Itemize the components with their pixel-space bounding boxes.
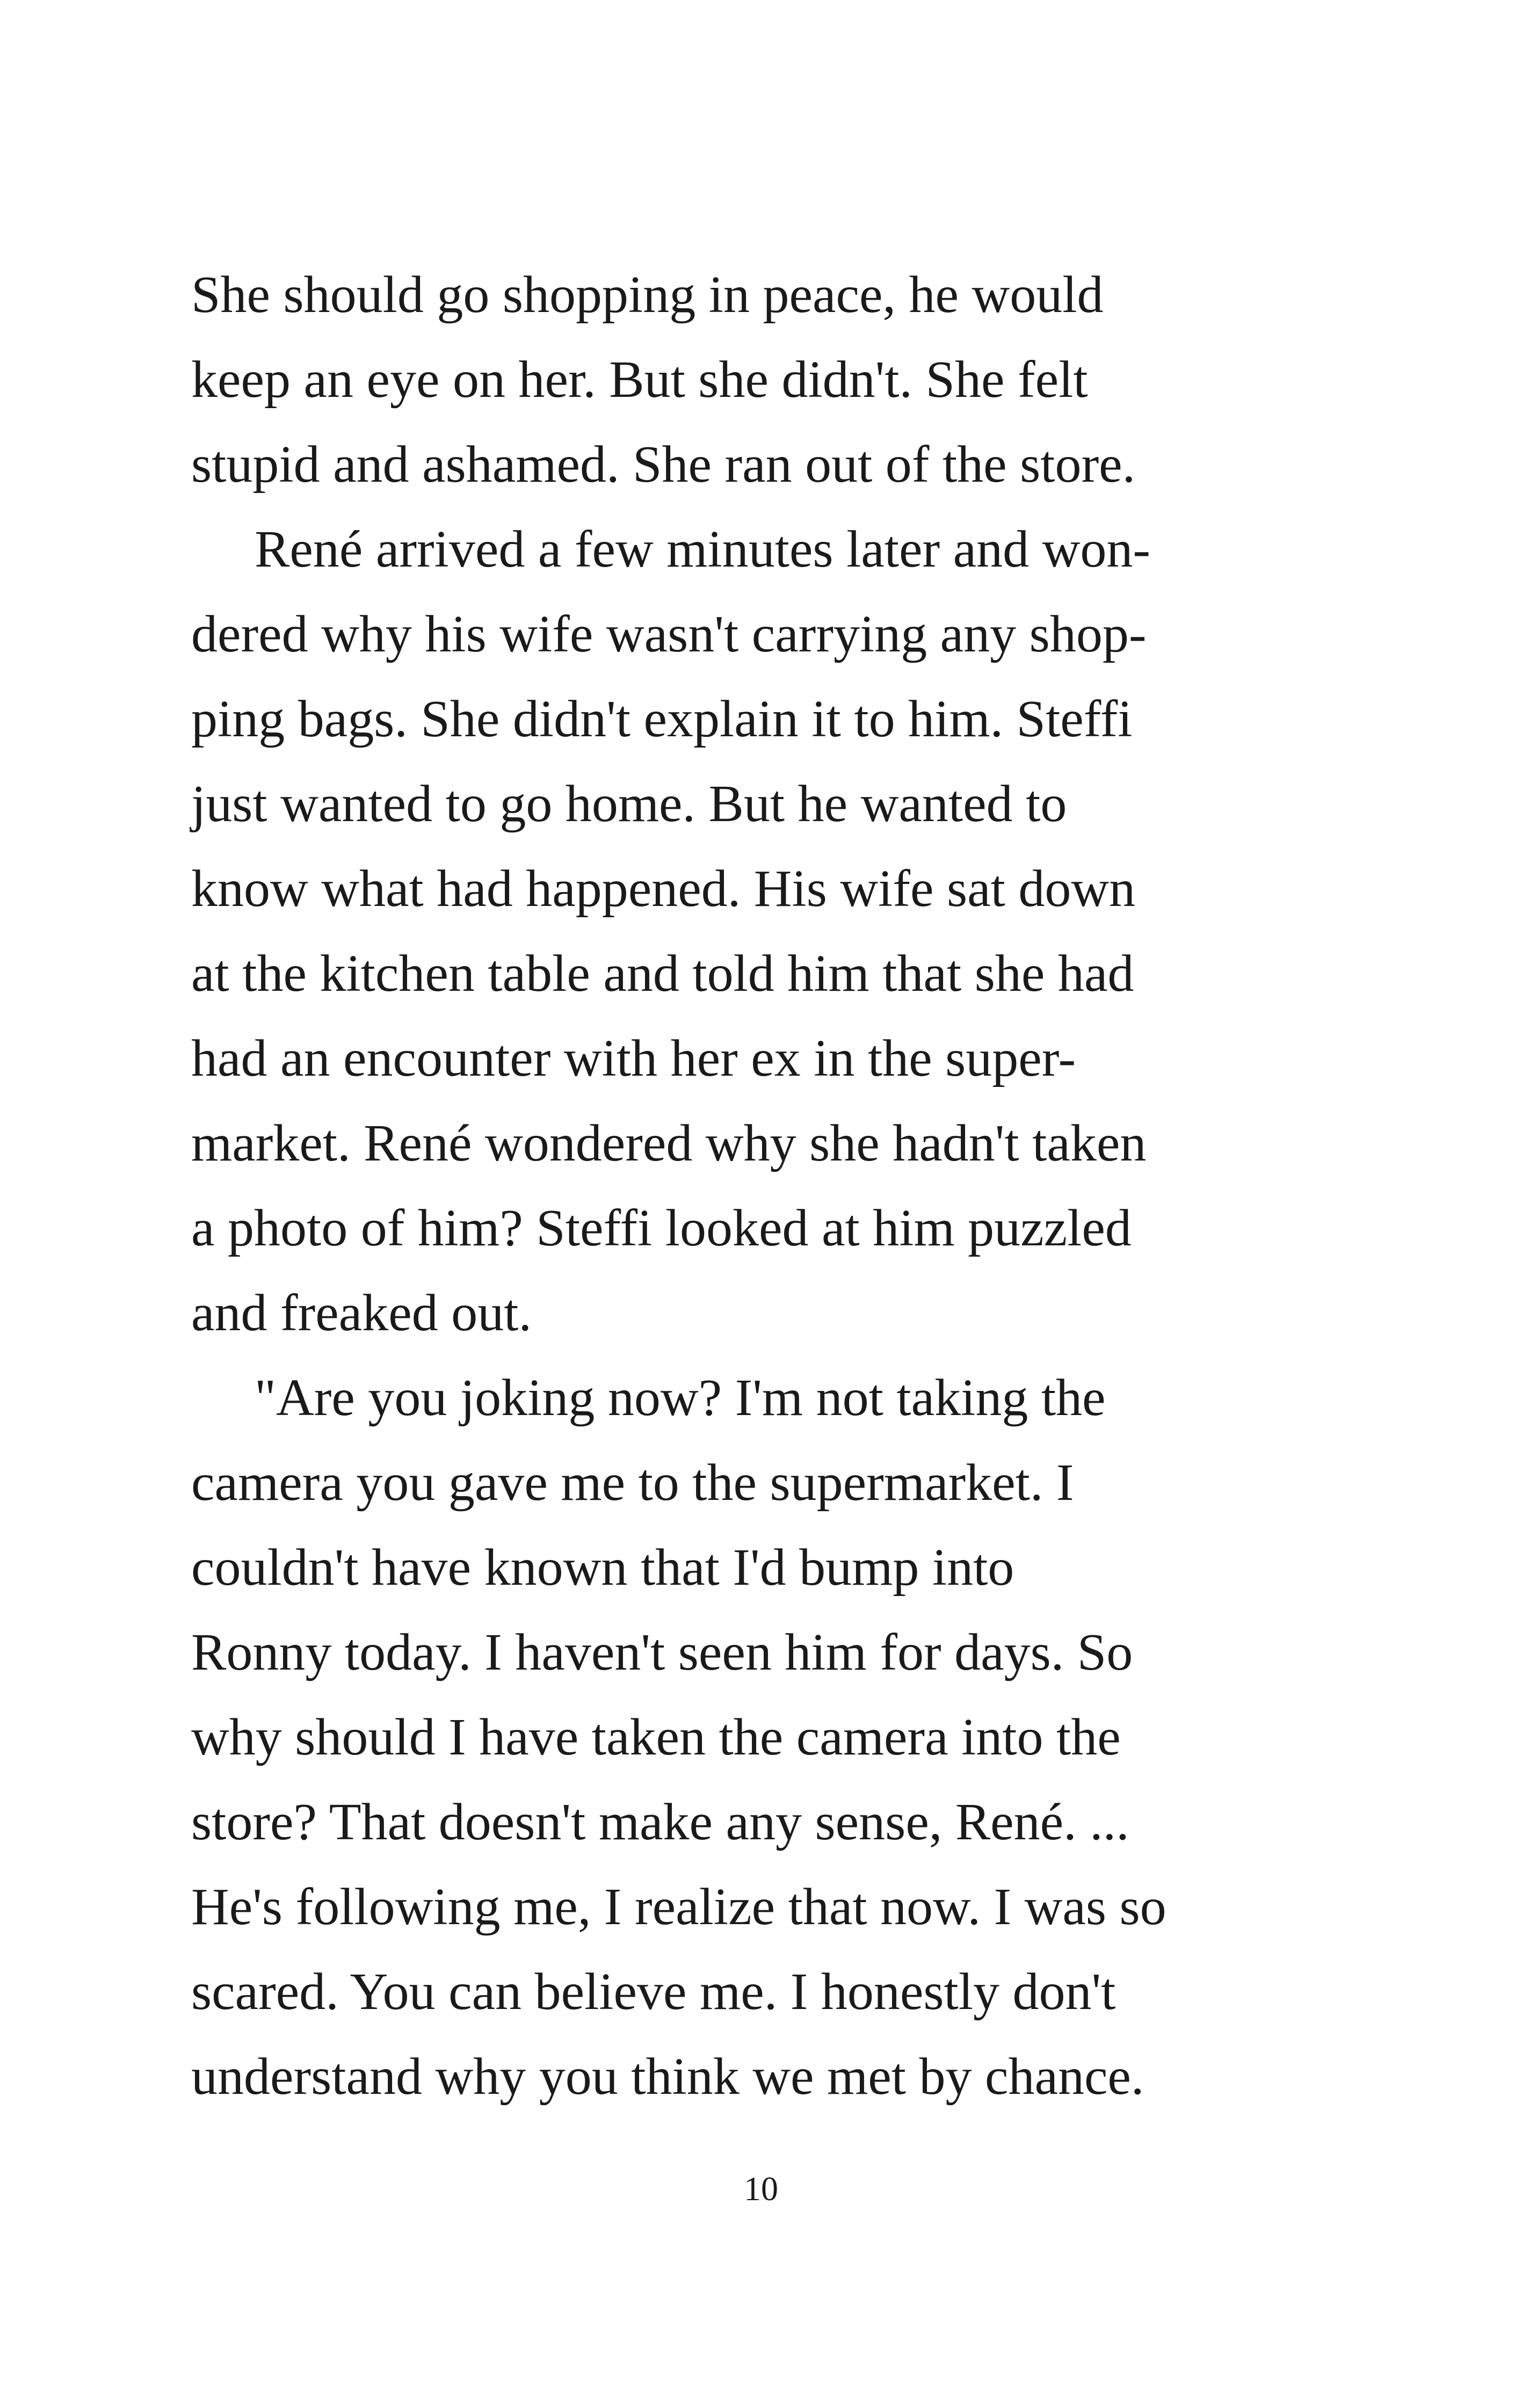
text-line: "Are you joking now? I'm not taking the — [255, 1369, 1106, 1427]
text-line: why should I have taken the camera into the — [191, 1708, 1121, 1766]
text-line: She should go shopping in peace, he would — [191, 266, 1104, 324]
body-text — [191, 252, 1276, 2119]
text-line: market. René wondered why she hadn't taken — [191, 1114, 1147, 1172]
paragraph-2 — [191, 507, 1276, 1355]
text-line: dered why his wife wasn't carrying any shop- — [191, 605, 1147, 663]
text-line: ping bags. She didn't explain it to him. Steffi — [191, 690, 1133, 748]
text-line: understand why you think we met by chance. — [191, 2048, 1144, 2106]
text-line: Ronny today. I haven't seen him for days. So — [191, 1623, 1133, 1681]
text-line: René arrived a few minutes later and won- — [255, 520, 1151, 578]
text-line: scared. You can believe me. I honestly don't — [191, 1963, 1116, 2021]
text-line: at the kitchen table and told him that she had — [191, 945, 1134, 1003]
page-number: 10 — [744, 2170, 778, 2208]
text-line: stupid and ashamed. She ran out of the store. — [191, 436, 1136, 494]
text-line: just wanted to go home. But he wanted to — [191, 775, 1067, 833]
text-line: had an encounter with her ex in the super- — [191, 1029, 1076, 1087]
text-line: keep an eye on her. But she didn't. She felt — [191, 351, 1088, 409]
text-line: store? That doesn't make any sense, René. ... — [191, 1793, 1129, 1851]
paragraph-3 — [191, 1355, 1276, 2119]
text-line: couldn't have known that I'd bump into — [191, 1539, 1014, 1597]
paragraph-1 — [191, 252, 1276, 507]
text-line: know what had happened. His wife sat down — [191, 860, 1136, 918]
text-line: He's following me, I realize that now. I was so — [191, 1878, 1166, 1936]
text-line: camera you gave me to the supermarket. I — [191, 1454, 1074, 1512]
text-line: and freaked out. — [191, 1284, 532, 1342]
text-line: a photo of him? Steffi looked at him puzzled — [191, 1199, 1132, 1257]
